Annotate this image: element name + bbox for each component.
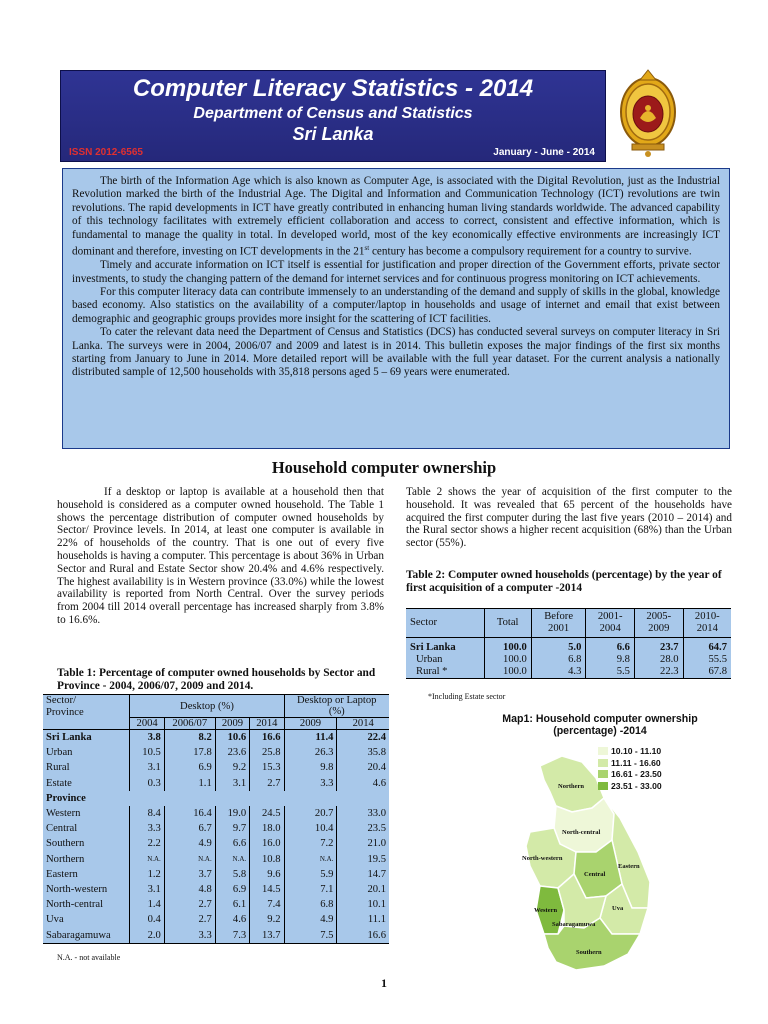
table1-cell: 3.3: [284, 776, 337, 791]
map-label-uva: Uva: [612, 905, 624, 912]
table1-cell: 15.3: [250, 760, 284, 775]
table1-cell: N.A.: [130, 852, 164, 867]
table1-row-label: Northern: [46, 853, 85, 865]
legend-swatch: [598, 782, 608, 790]
legend-item: 23.51 - 33.00: [598, 781, 662, 793]
legend-item: 16.61 - 23.50: [598, 769, 662, 781]
table1-cell: 6.1: [215, 897, 249, 912]
table-row: [43, 806, 389, 821]
table2-cell: 55.5: [683, 654, 731, 666]
table1-cell: 6.9: [164, 760, 215, 775]
table1-cell: 0.4: [130, 912, 164, 927]
country-name: Sri Lanka: [292, 124, 374, 144]
issn-number: ISSN 2012-6565: [69, 147, 143, 158]
map-label-sabaragamuwa: Sabaragamuwa: [552, 921, 596, 928]
table1-cell: 23.5: [337, 821, 389, 836]
period-label: January - June - 2014: [493, 147, 595, 158]
table2-header-before-2001: Before 2001: [531, 609, 586, 638]
table1-cell: 2.2: [130, 836, 164, 851]
table-row: [406, 638, 731, 655]
table2-header-2001-2004: 2001- 2004: [586, 609, 635, 638]
left-column-text: If a desktop or laptop is available at a household then that household is considered as a computer owned household. The Table 1 shows the percentage distribution of computer owned households by Sector/ Province levels. In 2014, at least one computer is available in 22% of households of the country. That is one out of every five households is having a computer. This percentage is about 36% in Urban Sector and Rural and Estate Sector show 20.4% and 4.6% respectively. The highest availability is in Western province (33.0%) while the lowest availability is reported from North Central. Over the survey periods from 2004 till 2014 overall percentage has increased sharply from 3.8% to 16.6%.: [57, 486, 384, 626]
table1-cell: 4.9: [164, 836, 215, 851]
table1-cell: 3.7: [164, 867, 215, 882]
table1-row-label: Eastern: [46, 868, 78, 880]
table1-cell: 19.0: [215, 806, 249, 821]
map-label-northern: Northern: [558, 783, 584, 790]
table2-header-2005-2009: 2005- 2009: [634, 609, 683, 638]
table1-cell: 9.6: [250, 867, 284, 882]
table2-cell: 67.8: [683, 666, 731, 679]
table1-cell: 4.6: [337, 776, 389, 791]
table1-cell: 7.5: [284, 927, 337, 943]
table1-row-label: Uva: [46, 914, 64, 926]
table1-cell: 14.5: [250, 882, 284, 897]
table2-cell: 28.0: [634, 654, 683, 666]
bulletin-title: Computer Literacy Statistics - 2014: [132, 75, 534, 102]
table1-cell: 4.8: [164, 882, 215, 897]
legend-swatch: [598, 747, 608, 755]
table1-header-desktop: Desktop (%): [130, 695, 284, 718]
table2-header-sector: Sector: [410, 617, 438, 628]
table1-cell: 16.4: [164, 806, 215, 821]
table1-cell: 16.6: [337, 927, 389, 943]
table1-cell: 24.5: [250, 806, 284, 821]
table1-cell: 5.9: [284, 867, 337, 882]
table1-cell: 6.9: [215, 882, 249, 897]
table1-cell: 3.8: [130, 730, 164, 746]
map-title: Map1: Household computer ownership (percentage) -2014: [502, 713, 698, 737]
table1-cell: 7.3: [215, 927, 249, 943]
table1-cell: 7.2: [284, 836, 337, 851]
table1-cell: 14.7: [337, 867, 389, 882]
table-row: [406, 654, 731, 666]
table1-cell: 9.7: [215, 821, 249, 836]
table1-cell: 8.2: [164, 730, 215, 746]
map-label-eastern: Eastern: [618, 863, 640, 870]
header-banner: [60, 70, 606, 162]
table1-cell: 2.7: [250, 776, 284, 791]
table1-cell: N.A.: [215, 852, 249, 867]
table2-cell: 100.0: [484, 666, 531, 679]
table1-cell: N.A.: [164, 852, 215, 867]
table1-province-label: Province: [46, 792, 86, 804]
table1-row-label: Estate: [46, 777, 72, 789]
table1-cell: 18.0: [250, 821, 284, 836]
table1-cell: 6.8: [284, 897, 337, 912]
table2-cell: 6.6: [586, 638, 635, 655]
table1-cell: 20.7: [284, 806, 337, 821]
table2-row-label: Sri Lanka: [410, 642, 456, 653]
table1-row-label: Central: [46, 823, 78, 835]
table1-cell: 3.1: [130, 882, 164, 897]
table-row: [43, 760, 389, 775]
table2-note: *Including Estate sector: [428, 692, 506, 701]
table1-cell: 16.0: [250, 836, 284, 851]
table2-cell: 100.0: [484, 654, 531, 666]
table1-cell: 10.1: [337, 897, 389, 912]
table2-cell: 6.8: [531, 654, 586, 666]
table1-cell: 3.1: [130, 760, 164, 775]
table1-note: N.A. - not available: [57, 953, 121, 962]
table1-cell: 11.4: [284, 730, 337, 746]
table-row: [43, 836, 389, 851]
table-row: [43, 912, 389, 927]
legend-item: 10.10 - 11.10: [598, 746, 662, 758]
table1-cell: 6.7: [164, 821, 215, 836]
table2-cell: 22.3: [634, 666, 683, 679]
table-row: [43, 927, 389, 943]
table2-header-total: Total: [484, 609, 531, 638]
introduction-box: [62, 168, 730, 449]
table1-header-desktop-laptop: Desktop or Laptop (%): [284, 695, 389, 718]
map-label-central: Central: [584, 871, 606, 878]
table1-cell: 10.8: [250, 852, 284, 867]
table1-cell: 10.6: [215, 730, 249, 746]
table1-cell: 2.0: [130, 927, 164, 943]
legend-swatch: [598, 770, 608, 778]
table2-cell: 64.7: [683, 638, 731, 655]
table2-row-label: Urban: [416, 654, 443, 665]
table1-year-header: 2014: [337, 718, 389, 730]
map-label-north-central: North-central: [562, 829, 601, 836]
map-label-southern: Southern: [576, 949, 602, 956]
table-row: [43, 745, 389, 760]
table1-row-label: North-central: [46, 899, 104, 911]
table1-cell: 35.8: [337, 745, 389, 760]
legend-swatch: [598, 759, 608, 767]
table1-cell: 1.2: [130, 867, 164, 882]
table1-year-header: 2009: [284, 718, 337, 730]
table1-cell: 21.0: [337, 836, 389, 851]
table1-cell: 9.8: [284, 760, 337, 775]
table1-header-sector: Sector/ Province: [46, 695, 84, 718]
table1-year-header: 2014: [250, 718, 284, 730]
table2-cell: 9.8: [586, 654, 635, 666]
table2: [406, 608, 731, 679]
table1-cell: 3.3: [164, 927, 215, 943]
table1-cell: 5.8: [215, 867, 249, 882]
table2-cell: 4.3: [531, 666, 586, 679]
table1-cell: 3.3: [130, 821, 164, 836]
section-title: Household computer ownership: [271, 458, 497, 477]
table-row: [43, 776, 389, 791]
table2-cell: 5.5: [586, 666, 635, 679]
table1-cell: 17.8: [164, 745, 215, 760]
table1-row-label: Urban: [46, 747, 73, 759]
table1-cell: 26.3: [284, 745, 337, 760]
intro-paragraph: For this computer literacy data can contribute immensely to an understanding of the demand and supply of skills in the global, knowledge based economy. Also statistics on the availability of a computer/laptop in households and usage of internet and email that exist between demographic and geographic groups provides more insight for the scattering of ICT facilities.: [72, 285, 720, 325]
table1-cell: 20.4: [337, 760, 389, 775]
intro-paragraph: The birth of the Information Age which is also known as Computer Age, is associated with the Digital Revolution, just as the Industrial Revolution marked the birth of the Industrial Age. The Digital and Information and Communication Technology (ICT) revolutions are twin revolutions. The rapid developments in ICT have greatly contributed in enhancing human living standards worldwide. The advanced capability of this technology facilitates with extremely efficient collaboration and access to correct, consistent and effective information, which is fundamental to manage the quality in total. In developed world, most of the key economically effective environments are increasingly ICT dominant and therefore, investing on ICT developments in the 21st century has become a compulsory requirement for a country to survive.: [72, 175, 720, 258]
table2-cell: 23.7: [634, 638, 683, 655]
table1-cell: 7.4: [250, 897, 284, 912]
table1-cell: 19.5: [337, 852, 389, 867]
table1-row-label: Western: [46, 808, 81, 820]
table1-row-label: Sri Lanka: [46, 732, 92, 744]
table1-cell: 9.2: [250, 912, 284, 927]
table1-cell: 2.7: [164, 897, 215, 912]
table1-year-header: 2004: [130, 718, 164, 730]
table2-caption: Table 2: Computer owned households (percentage) by the year of first acquisition of a computer -2014: [406, 569, 722, 594]
table2-cell: 100.0: [484, 638, 531, 655]
table1-cell: 10.5: [130, 745, 164, 760]
page-number: 1: [381, 976, 387, 990]
table1-cell: 4.6: [215, 912, 249, 927]
table2-header-2010-2014: 2010- 2014: [683, 609, 731, 638]
table1-cell: 3.1: [215, 776, 249, 791]
table-row: [406, 666, 731, 679]
table1-cell: 20.1: [337, 882, 389, 897]
table-row: [43, 897, 389, 912]
table1-cell: 8.4: [130, 806, 164, 821]
table-row: [43, 730, 389, 746]
map-label-north-western: North-western: [522, 855, 563, 862]
table-row: [43, 882, 389, 897]
table-row: [43, 852, 389, 867]
table1-year-header: 2006/07: [164, 718, 215, 730]
table1-cell: 22.4: [337, 730, 389, 746]
legend-item: 11.11 - 16.60: [598, 758, 662, 770]
table2-cell: 5.0: [531, 638, 586, 655]
table1: [43, 694, 389, 944]
intro-paragraph: Timely and accurate information on ICT itself is essential for justification and proper direction of the Government efforts, private sector investments, to study the changing pattern of the demand for internet services and for continuous progress monitoring on ICT achievements.: [72, 259, 720, 285]
table1-cell: 13.7: [250, 927, 284, 943]
table1-cell: 23.6: [215, 745, 249, 760]
table1-cell: 11.1: [337, 912, 389, 927]
table1-cell: 16.6: [250, 730, 284, 746]
table1-cell: 9.2: [215, 760, 249, 775]
table-row: [43, 867, 389, 882]
table1-caption: Table 1: Percentage of computer owned households by Sector and Province - 2004, 2006/07, 2009 and 2014.: [57, 667, 376, 692]
table1-row-label: North-western: [46, 883, 108, 895]
table1-cell: 10.4: [284, 821, 337, 836]
table1-year-header: 2009: [215, 718, 249, 730]
table1-cell: N.A.: [284, 852, 337, 867]
table1-cell: 6.6: [215, 836, 249, 851]
table1-cell: 2.7: [164, 912, 215, 927]
table-row: [43, 821, 389, 836]
table1-cell: 0.3: [130, 776, 164, 791]
map-legend: [598, 746, 662, 792]
table1-row-label: Southern: [46, 838, 85, 850]
table1-row-label: Rural: [46, 762, 70, 774]
table2-row-label: Rural *: [416, 666, 448, 677]
table1-cell: 7.1: [284, 882, 337, 897]
table1-cell: 25.8: [250, 745, 284, 760]
table1-row-label: Sabaragamuwa: [46, 929, 111, 941]
table1-cell: 4.9: [284, 912, 337, 927]
table1-cell: 1.4: [130, 897, 164, 912]
table1-cell: 1.1: [164, 776, 215, 791]
sri-lanka-emblem-icon: [618, 66, 678, 158]
map-label-western: Western: [534, 907, 558, 914]
right-column-text: Table 2 shows the year of acquisition of the first computer to the household. It was revealed that 65 percent of the households have acquired the first computer during the last five years (2010 – 2014) and the Rural sector shows a higher recent acquisition (68%) than the Urban sector (55%).: [406, 486, 732, 550]
department-name: Department of Census and Statistics: [193, 105, 473, 122]
table1-cell: 33.0: [337, 806, 389, 821]
intro-paragraph: To cater the relevant data need the Department of Census and Statistics (DCS) has conducted several surveys on computer literacy in Sri Lanka. The surveys were in 2004, 2006/07 and 2009 and latest is in 2014. This bulletin exposes the major findings of the first six months starting from January to June in 2014. More detailed report will be available with the full year dataset. For the current analysis a nationally distributed sample of 12,500 households with 35,818 persons aged 5 – 69 years were enumerated.: [72, 326, 720, 379]
